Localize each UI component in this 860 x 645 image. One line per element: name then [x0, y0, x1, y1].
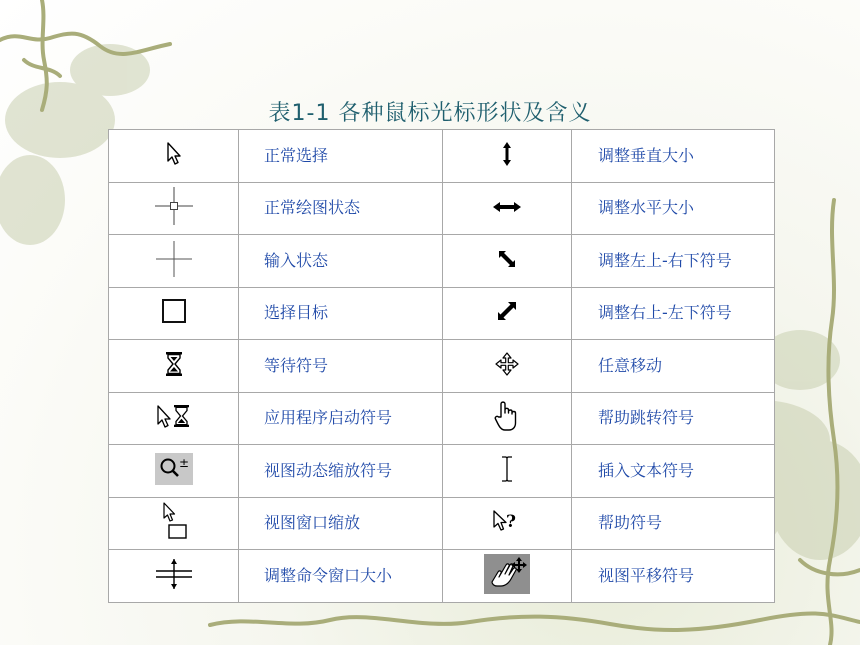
- crosshair-icon: [154, 239, 194, 283]
- cursor-meaning: 帮助跳转符号: [572, 392, 775, 445]
- crosshair-pickbox-icon: [153, 185, 195, 231]
- cursor-meaning: 输入状态: [239, 235, 443, 288]
- table-row: [109, 182, 775, 235]
- cursor-icon-cell: [443, 340, 572, 393]
- text-ibeam-icon: [499, 454, 515, 488]
- cursor-meaning: 帮助符号: [572, 497, 775, 550]
- cursor-meaning: 应用程序启动符号: [239, 392, 443, 445]
- move-icon: [495, 352, 519, 380]
- split-resize-icon: [154, 556, 194, 596]
- cursor-meaning: 调整命令窗口大小: [239, 550, 443, 603]
- cursor-icon-cell: [109, 550, 239, 603]
- cursor-icon-cell: [109, 287, 239, 340]
- cursor-meaning: 视图动态缩放符号: [239, 445, 443, 498]
- table-row: [109, 235, 775, 288]
- cursor-icon-cell: [443, 235, 572, 288]
- svg-text:?: ?: [506, 512, 516, 533]
- zoom-realtime-icon: [155, 453, 193, 489]
- arrow-hourglass-icon: [155, 403, 193, 433]
- hourglass-icon: [164, 351, 184, 381]
- table-title: 表1-1 各种鼠标光标形状及含义: [268, 101, 592, 126]
- cursor-meaning: 视图平移符号: [572, 550, 775, 603]
- cursor-icon-cell: [109, 182, 239, 235]
- cursor-icon-cell: [443, 392, 572, 445]
- table-row: [109, 550, 775, 603]
- cursor-meaning: 调整右上-左下符号: [572, 287, 775, 340]
- cursor-icon-cell: [109, 445, 239, 498]
- cursor-icon-cell: [109, 497, 239, 550]
- cursor-meaning: 任意移动: [572, 340, 775, 393]
- svg-text:±: ±: [178, 455, 189, 470]
- cursor-icon-cell: [443, 130, 572, 183]
- cursor-icon-cell: [443, 182, 572, 235]
- help-arrow-icon: [491, 509, 523, 537]
- cursor-meaning: 正常绘图状态: [239, 182, 443, 235]
- table-row: [109, 130, 775, 183]
- cursor-icon-cell: [109, 235, 239, 288]
- cursor-meaning: 插入文本符号: [572, 445, 775, 498]
- cursor-meaning: 选择目标: [239, 287, 443, 340]
- pan-hand-icon: [484, 554, 530, 598]
- cursor-icon-cell: [443, 287, 572, 340]
- table-row: [109, 340, 775, 393]
- horizontal-resize-icon: [491, 199, 523, 218]
- cursor-icon-cell: [109, 340, 239, 393]
- arrow-pointer-icon: [161, 140, 187, 172]
- zoom-window-icon: [158, 501, 190, 545]
- cursor-icon-cell: [443, 445, 572, 498]
- cursor-icon-cell: [109, 130, 239, 183]
- table-row: [109, 497, 775, 550]
- table-row: [109, 445, 775, 498]
- cursor-table: [108, 129, 775, 603]
- table-row: [109, 392, 775, 445]
- table-row: [109, 287, 775, 340]
- diagonal-resize-nesw-icon: [495, 299, 519, 327]
- cursor-meaning: 视图窗口缩放: [239, 497, 443, 550]
- pickbox-square-icon: [161, 298, 187, 328]
- cursor-icon-cell: [443, 497, 572, 550]
- cursor-meaning: 调整左上-右下符号: [572, 235, 775, 288]
- cursor-icon-cell: [443, 550, 572, 603]
- hand-pointer-icon: [493, 399, 521, 437]
- vertical-resize-icon: [499, 139, 515, 173]
- cursor-meaning: 调整水平大小: [572, 182, 775, 235]
- cursor-icon-cell: [109, 392, 239, 445]
- diagonal-resize-nwse-icon: [496, 248, 518, 274]
- cursor-meaning: 调整垂直大小: [572, 130, 775, 183]
- cursor-meaning: 等待符号: [239, 340, 443, 393]
- cursor-meaning: 正常选择: [239, 130, 443, 183]
